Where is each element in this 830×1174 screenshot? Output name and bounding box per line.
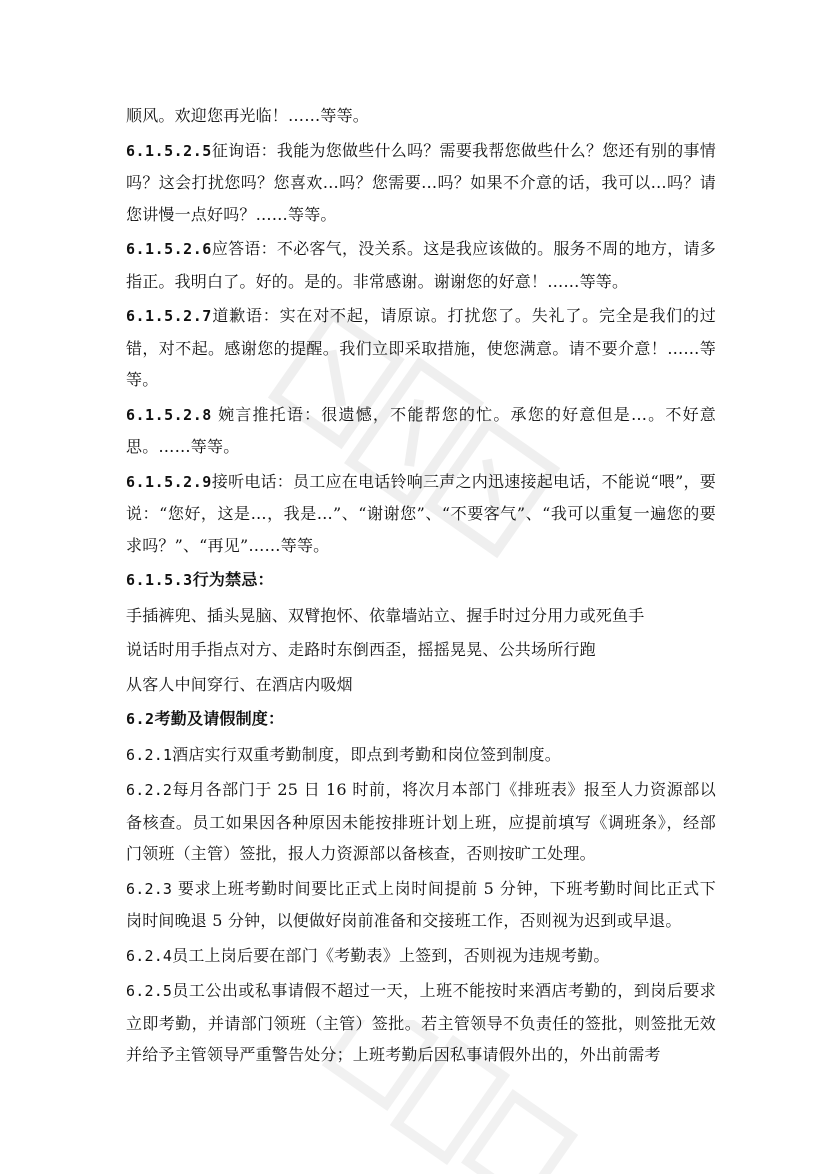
item-text: 征询语：我能为您做些什么吗？需要我帮您做些什么？您还有别的事情吗？这会打扰您吗？您喜欢…吗？您需要…吗？如果不介意的话，我可以…吗？请您讲慢一点好吗？……等等。: [126, 140, 716, 224]
item-6-1-5-2-7: [126, 300, 716, 396]
rule-text: 每月各部门于 25 日 16 时前，将次月本部门《排班表》报至人力资源部以备核查。员工如果因各种原因未能按排班计划上班，应提前填写《调班条》，经部门领班（主管）签批，报人力资源部以备核查，否则按旷工处理。: [126, 780, 716, 863]
rule-text: 员工上岗后要在部门《考勤表》上签到，否则视为违规考勤。: [172, 945, 610, 965]
rule-6-2-4: [126, 940, 716, 973]
section-title: 考勤及请假制度：: [154, 709, 285, 728]
rule-number: 6.2.2: [126, 781, 173, 799]
rule-6-2-3: [126, 873, 716, 937]
rule-text: 要求上班考勤时间要比正式上岗时间提前 5 分钟，下班考勤时间比正式下岗时间晚退 5 分钟，以便做好岗前准备和交接班工作，否则视为迟到或早退。: [126, 878, 716, 930]
continuation-line: 顺风。欢迎您再光临！……等等。: [126, 106, 370, 125]
section-number: 6.2: [126, 710, 155, 728]
rule-text: 员工公出或私事请假不超过一天，上班不能按时来酒店考勤的，到岗后要求立即考勤，并请部门领班（主管）签批。若主管领导不负责任的签批，则签批无效并给予主管领导严重警告处分；上班考勤后因私事请假外出的，外出前需考: [126, 981, 716, 1064]
section-heading-6-2: [126, 703, 716, 736]
rule-6-2-1: [126, 739, 716, 772]
item-text: 道歉语：实在对不起，请原谅。打扰您了。失礼了。完全是我们的过错，对不起。感谢您的提醒。我们立即采取措施，使您满意。请不要介意！……等等。: [126, 306, 716, 389]
taboo-line: 手插裤兜、插头晃脑、双臂抱怀、依靠墙站立、握手时过分用力或死鱼手: [126, 605, 645, 625]
rule-number: 6.2.5: [126, 982, 173, 1000]
rule-number: 6.2.3: [126, 879, 173, 898]
section-title: 行为禁忌：: [192, 570, 274, 589]
item-number: 6.1.5.2.9: [126, 472, 212, 491]
item-number: 6.1.5.2.8: [126, 405, 212, 424]
item-number: 6.1.5.2.6: [126, 240, 212, 258]
item-text: 婉言推托语：很遗憾，不能帮您的忙。承您的好意但是…。不好意思。……等等。: [126, 404, 716, 456]
item-6-1-5-2-6: [126, 233, 716, 297]
rule-number: 6.2.4: [126, 946, 173, 965]
item-6-1-5-2-9: [126, 466, 716, 562]
document-body: [126, 100, 716, 1074]
section-number: 6.1.5.3: [126, 571, 193, 589]
item-number: 6.1.5.2.5: [126, 141, 212, 160]
item-text: 接听电话：员工应在电话铃响三声之内迅速接起电话，不能说“喂”，要说：“您好，这是…，我是…”、“谢谢您”、“不要客气”、“我可以重复一遍您的要求吗？”、“再见”……等等。: [126, 471, 716, 555]
rule-text: 酒店实行双重考勤制度，即点到考勤和岗位签到制度。: [172, 744, 561, 764]
taboo-line: 从客人中间穿行、在酒店内吸烟: [126, 674, 353, 694]
rule-6-2-2: [126, 774, 716, 870]
item-text: 应答语：不必客气，没关系。这是我应该做的。服务不周的地方，请多指正。我明白了。好的。是的。非常感谢。谢谢您的好意！……等等。: [126, 239, 716, 291]
section-heading-6-1-5-3: [126, 564, 716, 597]
rule-6-2-5: [126, 975, 716, 1071]
item-6-1-5-2-8: [126, 399, 716, 463]
item-6-1-5-2-5: [126, 135, 716, 231]
item-number: 6.1.5.2.7: [126, 307, 212, 325]
rule-number: 6.2.1: [126, 745, 173, 764]
taboo-line: 说话时用手指点对方、走路时东倒西歪，摇摇晃晃、公共场所行跑: [126, 640, 596, 659]
